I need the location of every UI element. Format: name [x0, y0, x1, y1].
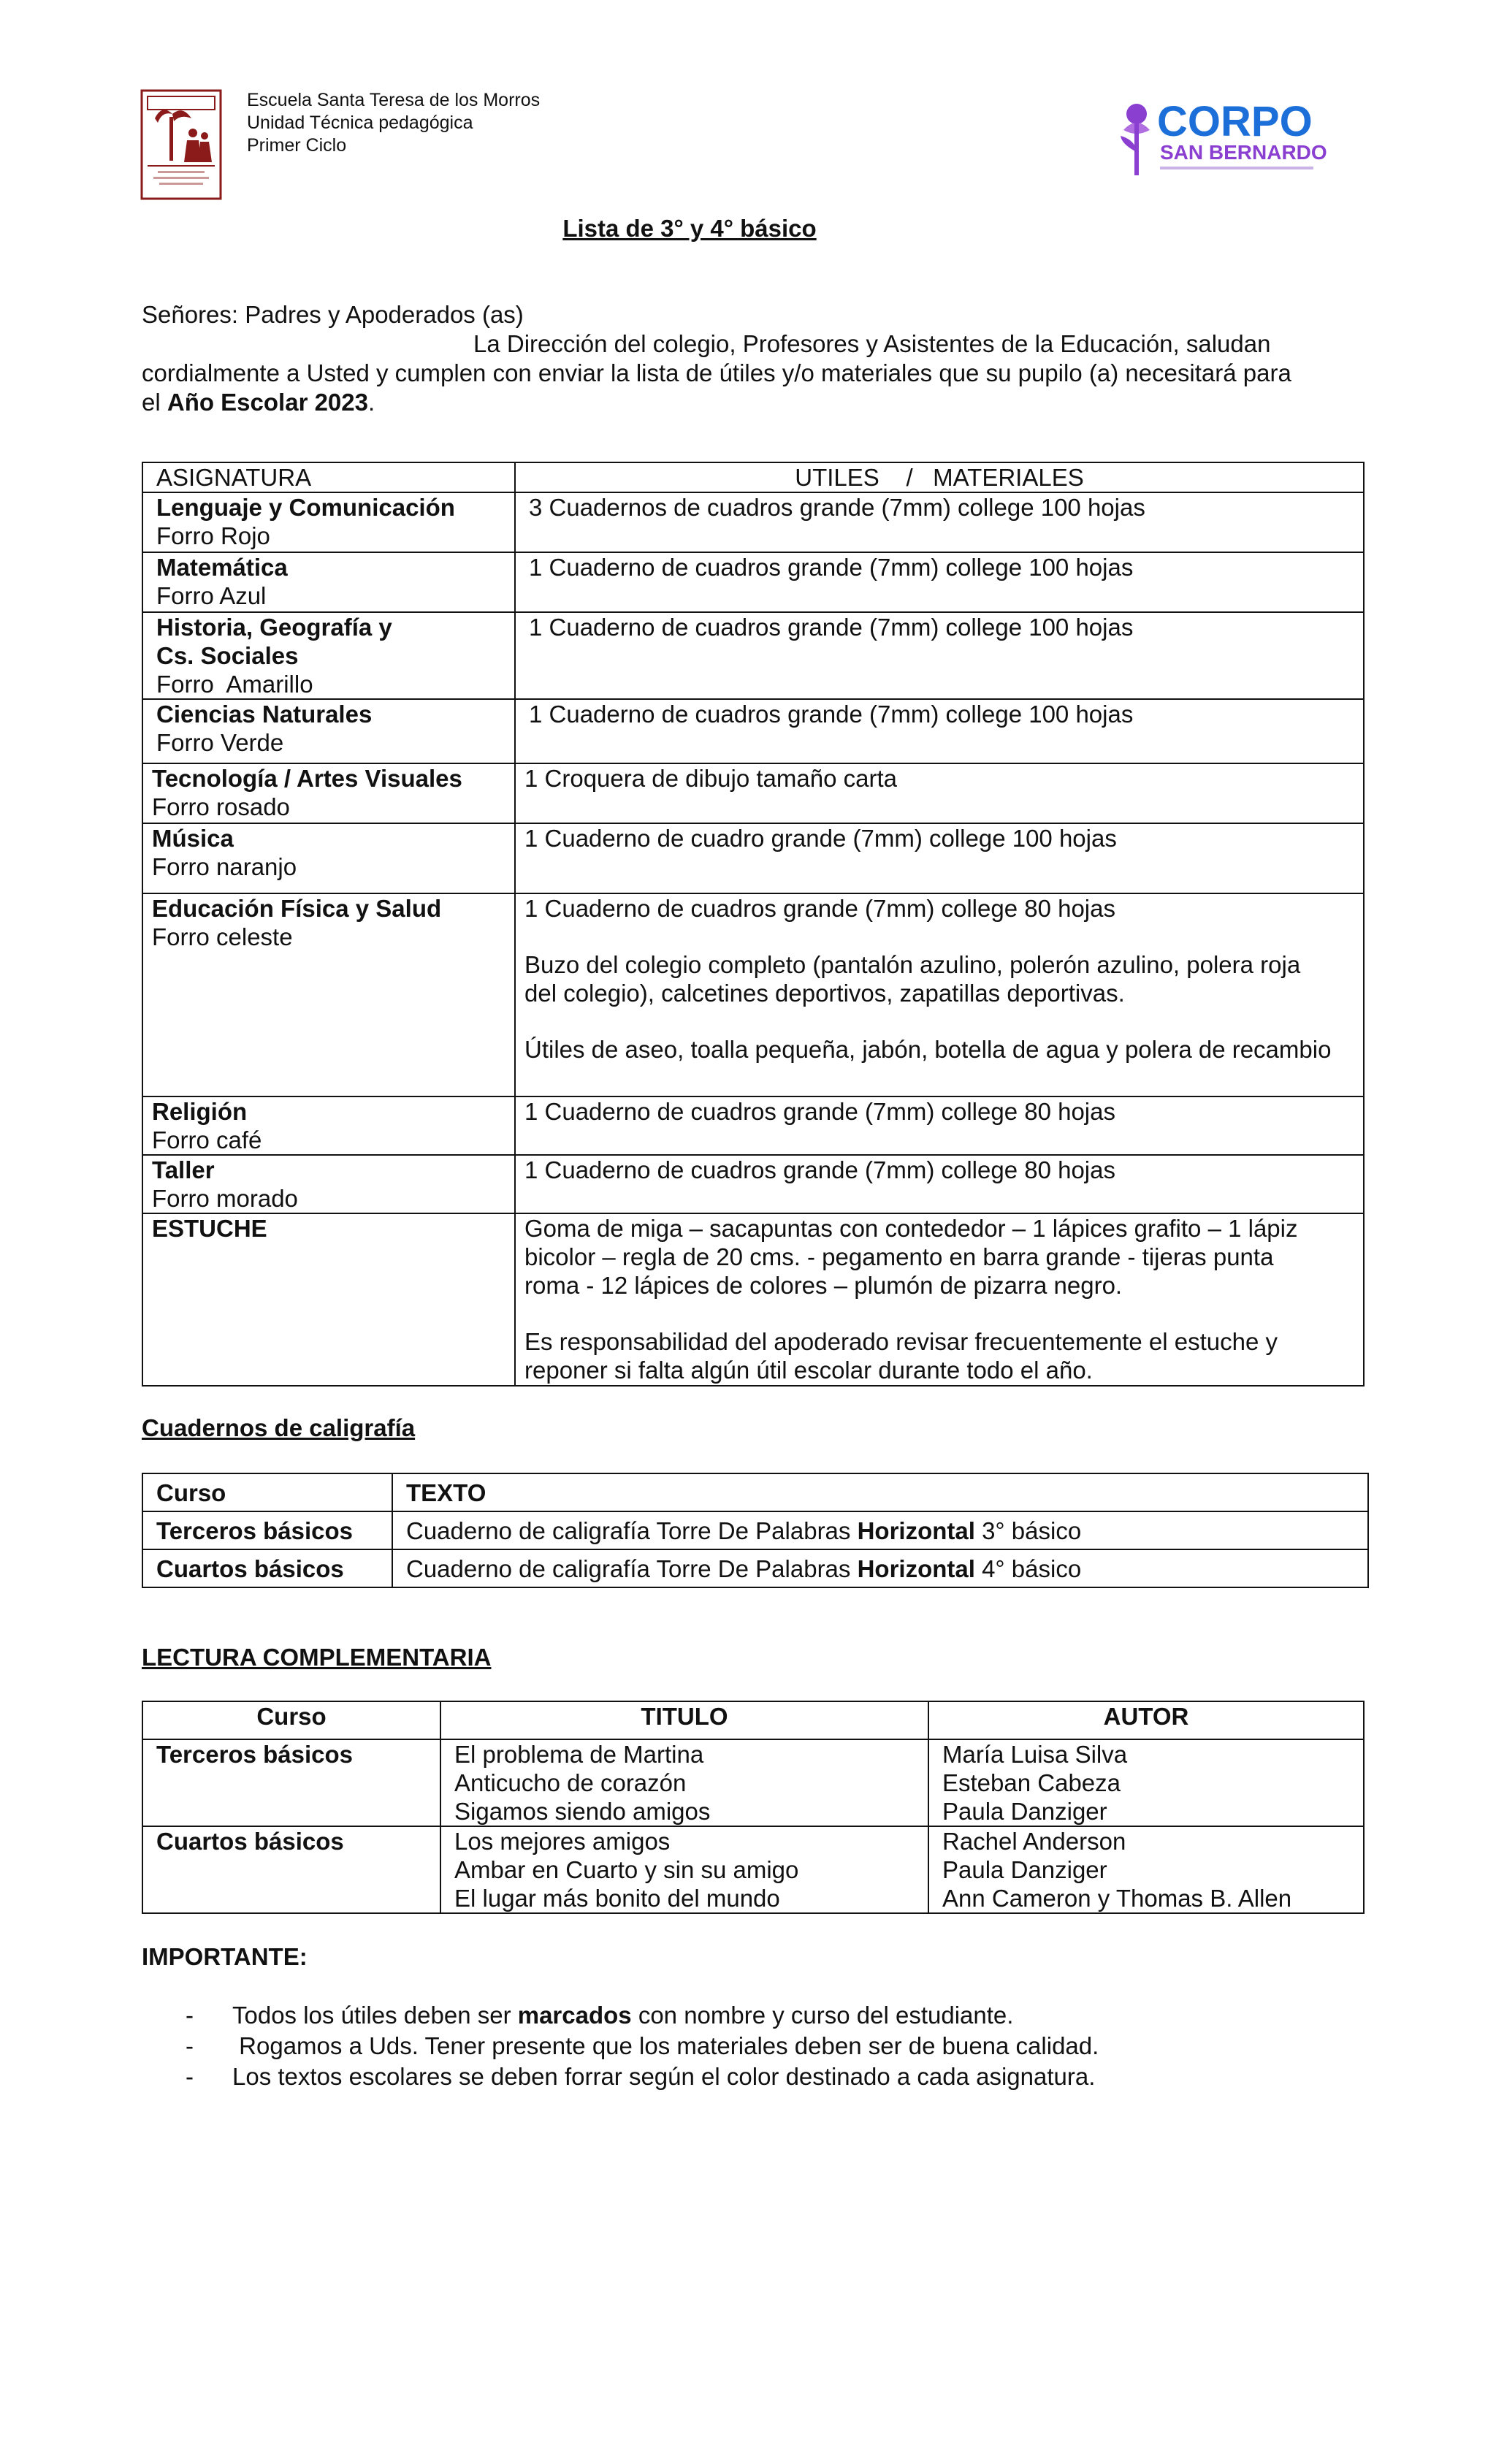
subject-item: 1 Cuaderno de cuadros grande (7mm) college 100 hojas — [529, 701, 1134, 728]
table-row — [142, 699, 1364, 763]
book-author: Paula Danziger — [942, 1856, 1107, 1883]
book-titles — [440, 1739, 928, 1826]
subject-cover: Forro café — [152, 1126, 262, 1153]
table-row — [142, 823, 1364, 893]
school-name: Escuela Santa Teresa de los Morros — [247, 90, 541, 110]
intro-line-3: el Año Escolar 2023. — [142, 389, 375, 416]
subject-name: Educación Física y Salud — [152, 895, 442, 922]
subject-name: ESTUCHE — [152, 1215, 267, 1242]
important-heading: IMPORTANTE: — [142, 1943, 308, 1970]
intro-line-1: La Dirección del colegio, Profesores y Asistentes de la Educación, saludan — [473, 330, 1271, 357]
book-title: Sigamos siendo amigos — [454, 1798, 711, 1825]
intro-paragraph — [142, 300, 1318, 417]
book-authors — [928, 1739, 1364, 1826]
subject-item: 1 Cuaderno de cuadros grande (7mm) college 80 hojas — [524, 1098, 1115, 1125]
subject-item: 3 Cuadernos de cuadros grande (7mm) college 100 hojas — [529, 494, 1145, 521]
book-title: Los mejores amigos — [454, 1828, 671, 1855]
page-title: Lista de 3° y 4° básico — [562, 215, 817, 242]
table-row — [142, 763, 1364, 823]
calligraphy-book: Cuaderno de caligrafía Torre De Palabras Horizontal 3° básico — [392, 1511, 1368, 1549]
book-title: Anticucho de corazón — [454, 1769, 687, 1796]
course-name: Cuartos básicos — [142, 1826, 440, 1913]
subject-name: Música — [152, 825, 234, 852]
subject-cover: Forro Rojo — [156, 522, 270, 549]
list-dash: - — [186, 2063, 194, 2090]
calligraphy-book: Cuaderno de caligrafía Torre De Palabras Horizontal 4° básico — [392, 1549, 1368, 1587]
book-author: Ann Cameron y Thomas B. Allen — [942, 1885, 1292, 1912]
column-header-subject: ASIGNATURA — [142, 462, 515, 492]
book-title: Ambar en Cuarto y sin su amigo — [454, 1856, 799, 1883]
table-row — [142, 492, 1364, 552]
book-author: Paula Danziger — [942, 1798, 1107, 1825]
materials-table — [142, 462, 1365, 1387]
column-header-materials: UTILES / MATERIALES — [515, 462, 1364, 492]
svg-text:CORPO: CORPO — [1157, 98, 1313, 145]
reading-table — [142, 1701, 1365, 1914]
column-header-course: Curso — [142, 1473, 392, 1511]
subject-cover: Forro morado — [152, 1185, 298, 1212]
subject-cover: Forro Amarillo — [156, 671, 313, 698]
subject-item: 1 Cuaderno de cuadros grande (7mm) college 80 hojas — [524, 895, 1115, 922]
column-header-text: TEXTO — [392, 1473, 1368, 1511]
table-row — [142, 1155, 1364, 1213]
subject-cover: Forro Verde — [156, 729, 284, 756]
subject-cover: Forro rosado — [152, 793, 290, 820]
table-row — [142, 552, 1364, 612]
book-author: Rachel Anderson — [942, 1828, 1126, 1855]
table-row — [142, 1096, 1364, 1155]
subject-name: Taller — [152, 1156, 215, 1183]
school-header — [247, 89, 540, 157]
column-header-title: TITULO — [440, 1701, 928, 1739]
subject-cover: Forro naranjo — [152, 853, 297, 880]
salutation: Señores: Padres y Apoderados (as) — [142, 301, 524, 328]
list-dash: - — [186, 2032, 194, 2059]
book-authors — [928, 1826, 1364, 1913]
subject-item: Útiles de aseo, toalla pequeña, jabón, botella de agua y polera de recambio — [524, 1036, 1332, 1063]
table-row — [142, 1739, 1364, 1826]
school-seal-logo — [140, 89, 222, 200]
list-item: - Rogamos a Uds. Tener presente que los materiales deben ser de buena calidad. — [186, 2031, 1099, 2061]
school-cycle: Primer Ciclo — [247, 135, 347, 156]
subject-item: Goma de miga – sacapuntas con contededor – 1 lápices grafito – 1 lápiz bicolor – regla de 20 cms. - pegamento en barra grande - tijeras punta roma - 12 lápices de colores – plumón de pizarra negro. — [524, 1215, 1298, 1299]
calligraphy-table — [142, 1473, 1369, 1588]
table-row — [142, 893, 1364, 1096]
list-item: - Todos los útiles deben ser marcados con nombre y curso del estudiante. — [186, 2000, 1099, 2031]
reading-heading: LECTURA COMPLEMENTARIA — [142, 1644, 492, 1671]
subject-name: Tecnología / Artes Visuales — [152, 765, 462, 792]
intro-line-2: cordialmente a Usted y cumplen con enviar la lista de útiles y/o materiales que su pupilo (a) necesitará para — [142, 359, 1291, 386]
book-title: El lugar más bonito del mundo — [454, 1885, 780, 1912]
subject-name: Matemática — [156, 554, 288, 581]
subject-cover: Forro Azul — [156, 582, 267, 609]
column-header-course: Curso — [142, 1701, 440, 1739]
table-row — [142, 1511, 1368, 1549]
table-header-row — [142, 1473, 1368, 1511]
subject-name: Lenguaje y Comunicación — [156, 494, 455, 521]
subject-item: 1 Cuaderno de cuadros grande (7mm) college 100 hojas — [529, 554, 1134, 581]
calligraphy-heading: Cuadernos de caligrafía — [142, 1414, 416, 1441]
subject-name: Historia, Geografía y — [156, 614, 392, 641]
subject-item: Es responsabilidad del apoderado revisar frecuentemente el estuche y reponer si falta algún útil escolar durante todo el año. — [524, 1328, 1278, 1384]
subject-item: 1 Croquera de dibujo tamaño carta — [524, 765, 897, 792]
subject-item: 1 Cuaderno de cuadros grande (7mm) college 80 hojas — [524, 1156, 1115, 1183]
subject-cover: Forro celeste — [152, 923, 293, 950]
subject-name-2: Cs. Sociales — [156, 642, 299, 669]
corpo-san-bernardo-logo — [1115, 94, 1337, 180]
subject-name: Religión — [152, 1098, 248, 1125]
book-title: El problema de Martina — [454, 1741, 704, 1768]
school-unit: Unidad Técnica pedagógica — [247, 112, 473, 133]
list-dash: - — [186, 2002, 194, 2029]
table-header-row — [142, 462, 1364, 492]
table-row — [142, 1826, 1364, 1913]
table-row — [142, 612, 1364, 699]
school-year: Año Escolar 2023 — [167, 389, 368, 416]
table-row — [142, 1549, 1368, 1587]
course-name: Cuartos básicos — [142, 1549, 392, 1587]
important-notes — [186, 2000, 1099, 2092]
subject-item: Buzo del colegio completo (pantalón azulino, polerón azulino, polera roja del colegio), calcetines deportivos, zapatillas deportivas. — [524, 951, 1301, 1007]
course-name: Terceros básicos — [142, 1511, 392, 1549]
subject-name: Ciencias Naturales — [156, 701, 373, 728]
book-author: Esteban Cabeza — [942, 1769, 1121, 1796]
course-name: Terceros básicos — [142, 1739, 440, 1826]
book-author: María Luisa Silva — [942, 1741, 1128, 1768]
subject-item: 1 Cuaderno de cuadros grande (7mm) college 100 hojas — [529, 614, 1134, 641]
subject-item: 1 Cuaderno de cuadro grande (7mm) college 100 hojas — [524, 825, 1117, 852]
table-row — [142, 1213, 1364, 1386]
column-header-author: AUTOR — [928, 1701, 1364, 1739]
table-header-row — [142, 1701, 1364, 1739]
svg-text:SAN BERNARDO: SAN BERNARDO — [1160, 141, 1327, 164]
book-titles — [440, 1826, 928, 1913]
list-item: - Los textos escolares se deben forrar según el color destinado a cada asignatura. — [186, 2061, 1099, 2092]
